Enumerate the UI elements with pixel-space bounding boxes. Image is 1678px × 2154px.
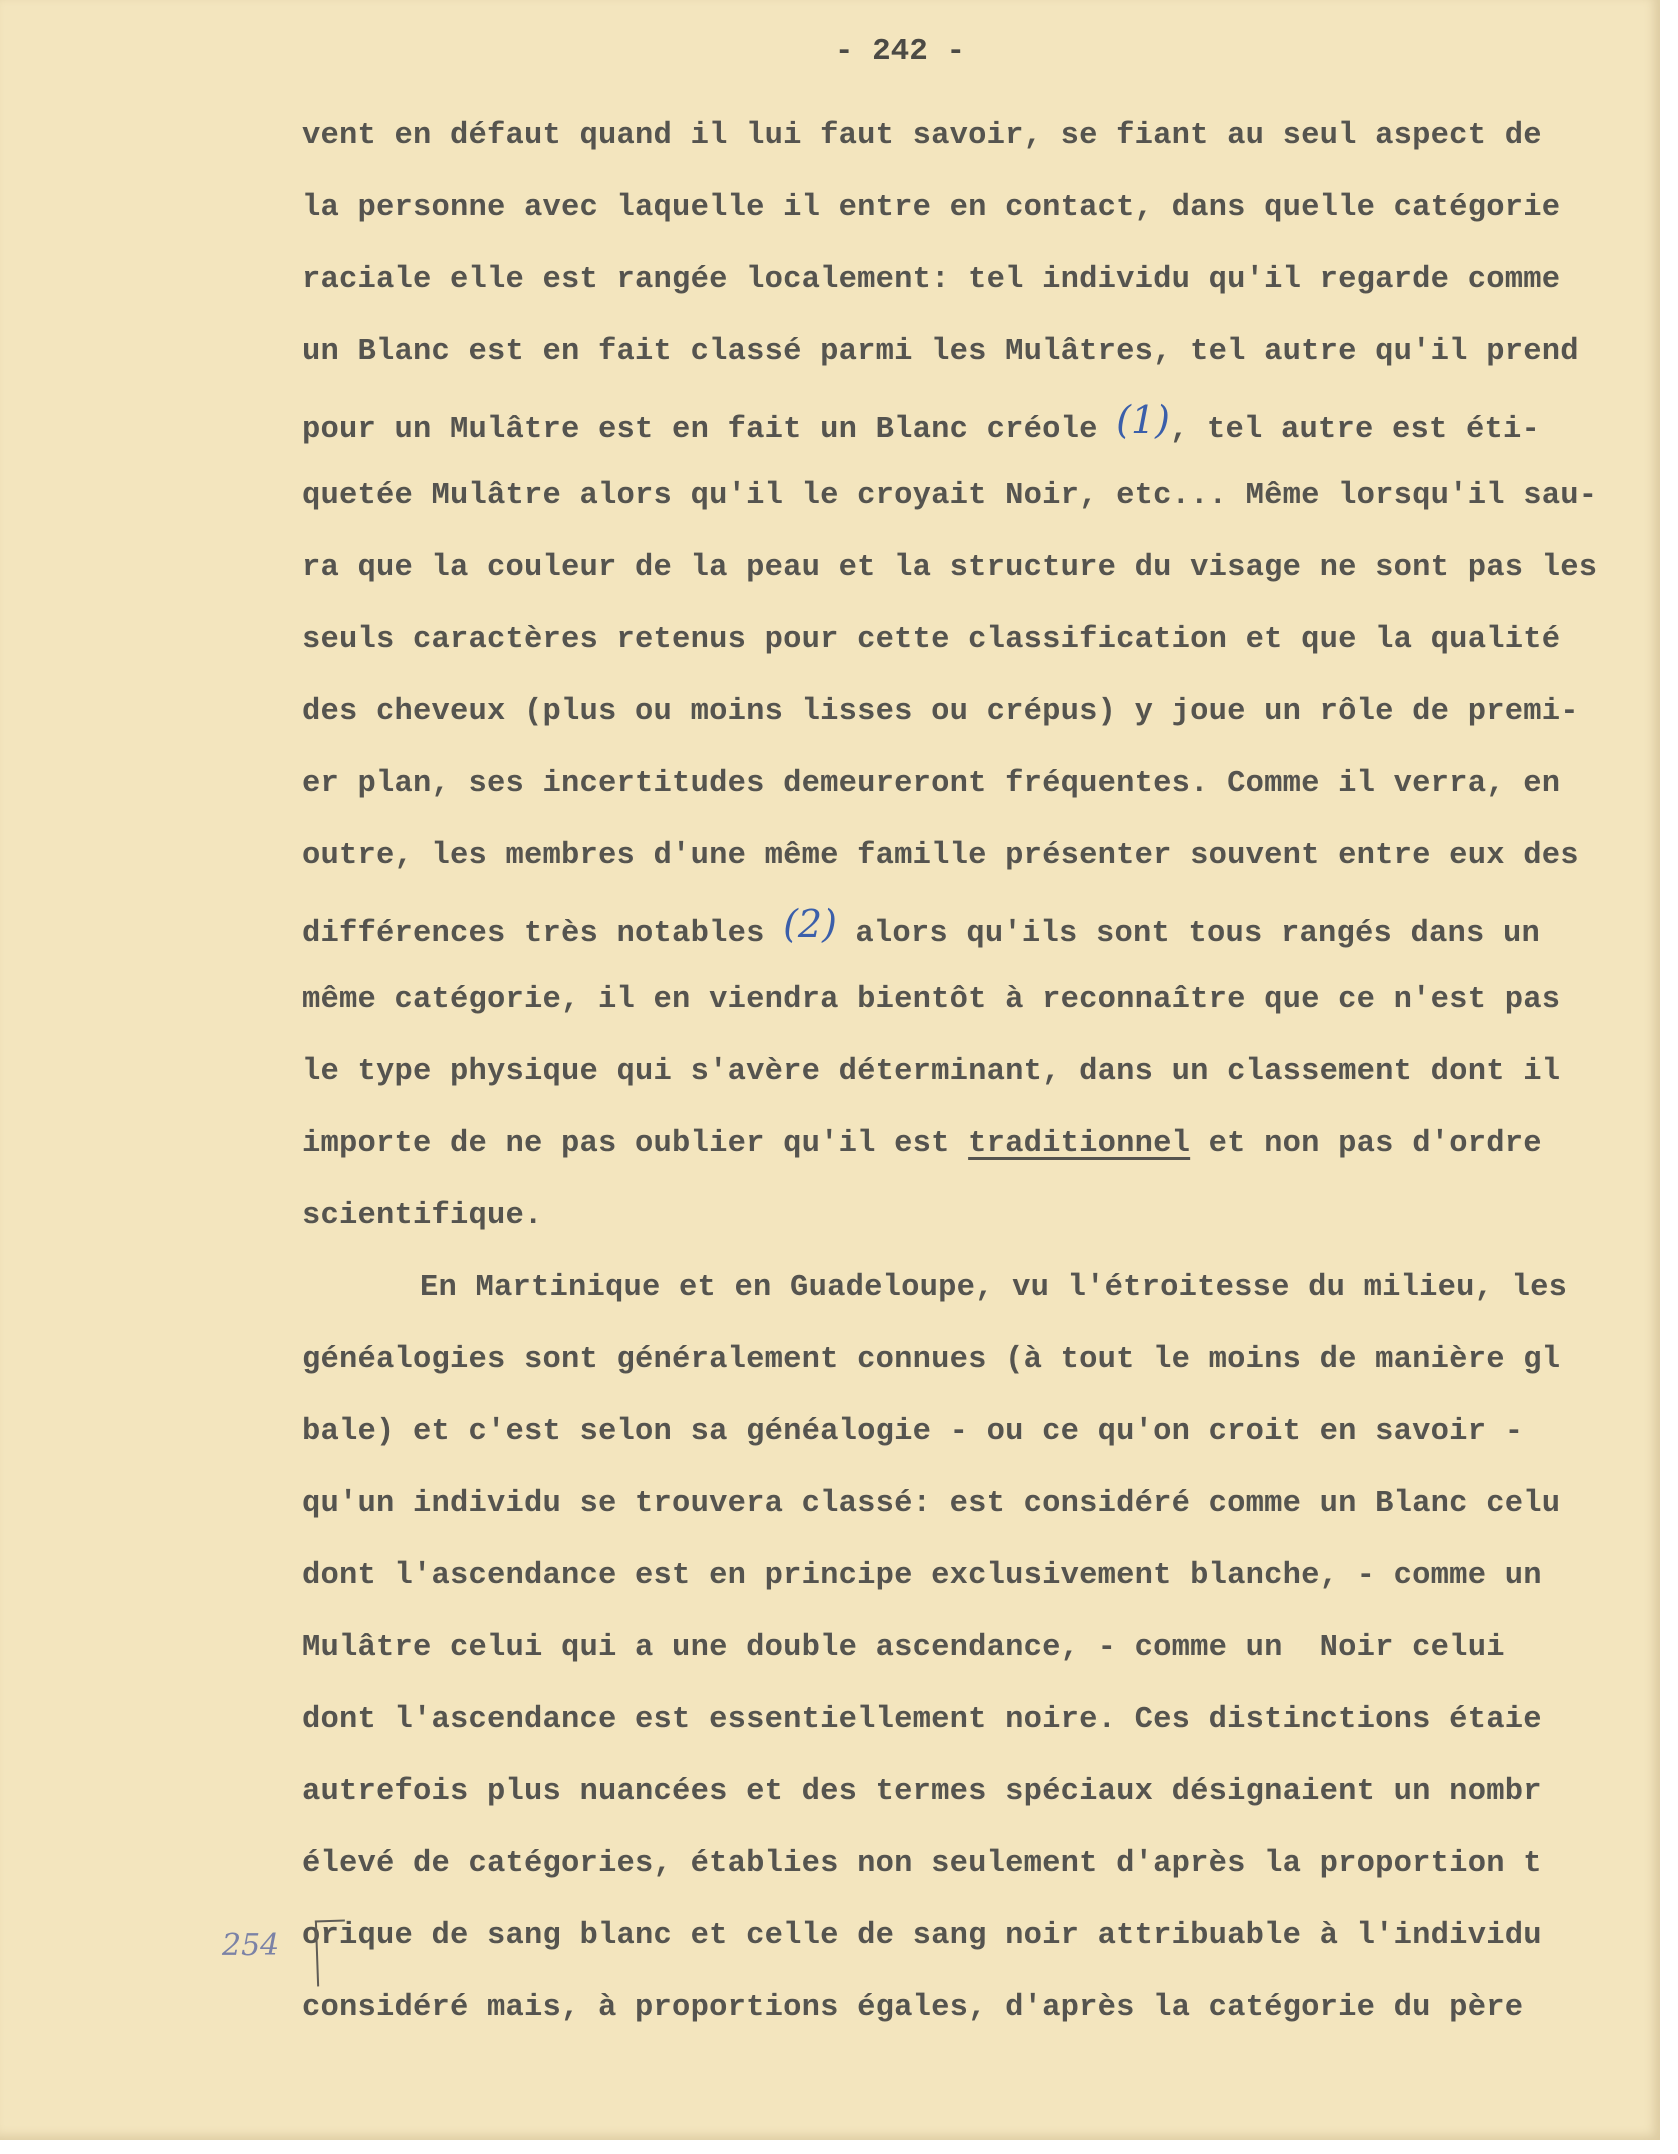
margin-page-annotation: 254 (222, 1928, 280, 1963)
scan-right-border (1660, 0, 1678, 2154)
margin-bracket-mark (315, 1919, 347, 1986)
text-line: élevé de catégories, établies non seulement d'après la proportion t (302, 1847, 1542, 1881)
text-line: autrefois plus nuancées et des termes spéciaux désignaient un nombr (302, 1775, 1542, 1809)
scan-bottom-border (0, 2140, 1678, 2154)
text-line: er plan, ses incertitudes demeureront fréquentes. Comme il verra, en (302, 767, 1561, 801)
text-line: ra que la couleur de la peau et la structure du visage ne sont pas les (302, 551, 1598, 585)
text-segment: , tel autre est éti- (1169, 413, 1541, 447)
text-line-with-underline (302, 1108, 1662, 1180)
text-line: des cheveux (plus ou moins lisses ou crépus) y joue un rôle de premi- (302, 695, 1579, 729)
underlined-word: traditionnel (968, 1127, 1191, 1161)
text-line: un Blanc est en fait classé parmi les Mulâtres, tel autre qu'il prend (302, 335, 1579, 369)
text-line: quetée Mulâtre alors qu'il le croyait Noir, etc... Même lorsqu'il sau- (302, 479, 1598, 513)
footnote-mark-1: (1) (1116, 398, 1170, 442)
text-line-with-note-2 (302, 892, 1662, 964)
text-line: qu'un individu se trouvera classé: est considéré comme un Blanc celu (302, 1487, 1561, 1521)
footnote-mark-2: (2) (783, 902, 837, 946)
text-segment: importe de ne pas oublier qu'il est (302, 1127, 969, 1161)
text-line: outre, les membres d'une même famille présenter souvent entre eux des (302, 839, 1579, 873)
paragraph-start-line: En Martinique et en Guadeloupe, vu l'étroitesse du milieu, les (420, 1271, 1568, 1305)
text-line: dont l'ascendance est en principe exclusivement blanche, - comme un (302, 1559, 1542, 1593)
text-line: même catégorie, il en viendra bientôt à reconnaître que ce n'est pas (302, 983, 1561, 1017)
text-line: orique de sang blanc et celle de sang noir attribuable à l'individu (302, 1919, 1542, 1953)
text-segment: et non pas d'ordre (1190, 1127, 1542, 1161)
text-line: scientifique. (302, 1199, 543, 1233)
text-segment: alors qu'ils sont tous rangés dans un (836, 917, 1541, 951)
text-line: bale) et c'est selon sa généalogie - ou ce qu'on croit en savoir - (302, 1415, 1524, 1449)
text-line-with-note-1 (302, 388, 1662, 460)
text-line: le type physique qui s'avère déterminant, dans un classement dont il (302, 1055, 1561, 1089)
text-line: considéré mais, à proportions égales, d'après la catégorie du père (302, 1991, 1524, 2025)
text-line: Mulâtre celui qui a une double ascendance, - comme un Noir celui (302, 1631, 1505, 1665)
text-line: raciale elle est rangée localement: tel individu qu'il regarde comme (302, 263, 1561, 297)
text-line: généalogies sont généralement connues (à tout le moins de manière gl (302, 1343, 1561, 1377)
text-line: dont l'ascendance est essentiellement noire. Ces distinctions étaie (302, 1703, 1542, 1737)
text-line: la personne avec laquelle il entre en contact, dans quelle catégorie (302, 191, 1561, 225)
page-number: - 242 - (834, 34, 966, 69)
text-segment: pour un Mulâtre est en fait un Blanc créole (302, 413, 1117, 447)
text-line: vent en défaut quand il lui faut savoir, se fiant au seul aspect de (302, 119, 1542, 153)
text-line: seuls caractères retenus pour cette classification et que la qualité (302, 623, 1561, 657)
text-segment: différences très notables (302, 917, 784, 951)
typescript-body (302, 100, 1662, 2044)
